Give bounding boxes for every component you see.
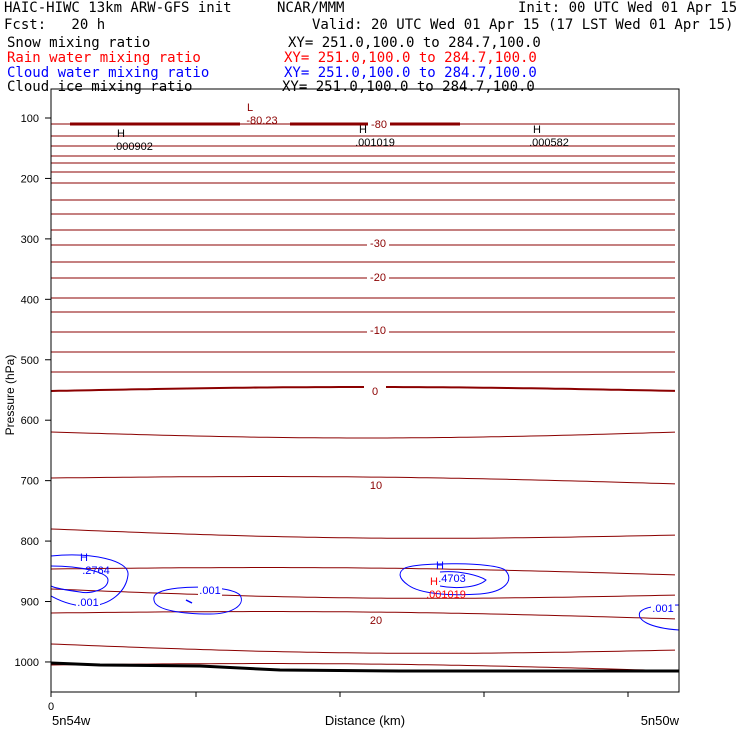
x-axis-label: Distance (km)	[324, 713, 406, 728]
x-tick-label: 0	[47, 701, 55, 713]
field-name-cloud-ice: Cloud ice mixing ratio	[7, 79, 193, 95]
cloud-water-contour	[186, 600, 192, 603]
temperature-contour-line	[51, 529, 675, 538]
field-xy-cloud-water: XY= 251.0,100.0 to 284.7,100.0	[284, 65, 537, 81]
extremum-marker: H	[117, 128, 125, 140]
y-tick-label: 900	[20, 596, 39, 609]
extremum-value: -80.23	[246, 115, 278, 127]
y-tick-label: 1000	[14, 656, 39, 669]
temperature-contour-line	[51, 589, 675, 598]
y-tick-label: 100	[20, 113, 39, 125]
y-axis-label: Pressure (hPa)	[3, 354, 17, 436]
extremum-marker: H	[430, 576, 438, 588]
field-xy-snow: XY= 251.0,100.0 to 284.7,100.0	[288, 35, 541, 51]
cloud-water-contour-label: .001	[199, 585, 221, 597]
extremum-value: .000582	[529, 137, 569, 149]
temperature-contour-line	[51, 432, 675, 438]
field-name-snow: Snow mixing ratio	[7, 35, 151, 51]
cloud-water-contour	[154, 587, 242, 614]
y-tick-label: 800	[20, 536, 39, 549]
x-right-label: 5n50w	[640, 713, 679, 728]
chart-title: HAIC-HIWC 13km ARW-GFS init	[4, 0, 232, 16]
forecast-hour: Fcst: 20 h	[4, 17, 106, 33]
y-tick-label: 600	[20, 415, 39, 428]
y-tick-label: 500	[20, 354, 39, 367]
extremum-value: .001019	[426, 589, 466, 601]
extremum-value: .4703	[438, 573, 466, 585]
extremum-marker: L	[246, 102, 254, 114]
field-xy-cloud-ice: XY= 251.0,100.0 to 284.7,100.0	[282, 79, 535, 95]
extremum-marker: H	[533, 124, 541, 136]
temperature-contour-label: -30	[370, 238, 386, 250]
temperature-contour-line	[51, 612, 675, 619]
extremum-marker: H	[80, 552, 88, 564]
temperature-contour-label: 20	[369, 615, 383, 627]
temperature-contour-label: 0	[371, 386, 379, 398]
temperature-contour-line	[51, 387, 675, 391]
temperature-contour-label: 10	[369, 480, 383, 492]
init-time: Init: 00 UTC Wed 01 Apr 15	[518, 0, 738, 16]
valid-time: Valid: 20 UTC Wed 01 Apr 15 (17 LST Wed 01 Apr 15)	[312, 17, 734, 33]
temperature-contour-line	[51, 477, 675, 484]
extremum-marker: H	[436, 560, 444, 572]
temperature-contour-line	[51, 644, 675, 653]
extremum-value: .2764	[82, 565, 110, 577]
temperature-contour-line	[51, 568, 675, 575]
field-xy-rain: XY= 251.0,100.0 to 284.7,100.0	[284, 50, 537, 66]
center-label: NCAR/MMM	[277, 0, 345, 16]
extremum-value: .001019	[355, 137, 395, 149]
y-tick-label: 300	[20, 233, 39, 246]
temperature-contour-label: -80	[371, 119, 387, 131]
temperature-contour-label: -10	[370, 325, 386, 337]
field-name-cloud-water: Cloud water mixing ratio	[7, 65, 210, 81]
extremum-value: .000902	[113, 141, 153, 153]
y-tick-label: 400	[20, 294, 39, 307]
y-tick-label: 700	[20, 475, 39, 488]
temperature-contour-label: -20	[370, 272, 386, 284]
extremum-marker: H	[359, 124, 367, 136]
field-name-rain: Rain water mixing ratio	[7, 50, 201, 66]
cloud-water-contour-label: .001	[77, 597, 99, 609]
y-tick-label: 200	[20, 173, 39, 186]
cloud-water-contour-label: .001	[652, 603, 674, 615]
x-left-label: 5n54w	[52, 713, 91, 728]
